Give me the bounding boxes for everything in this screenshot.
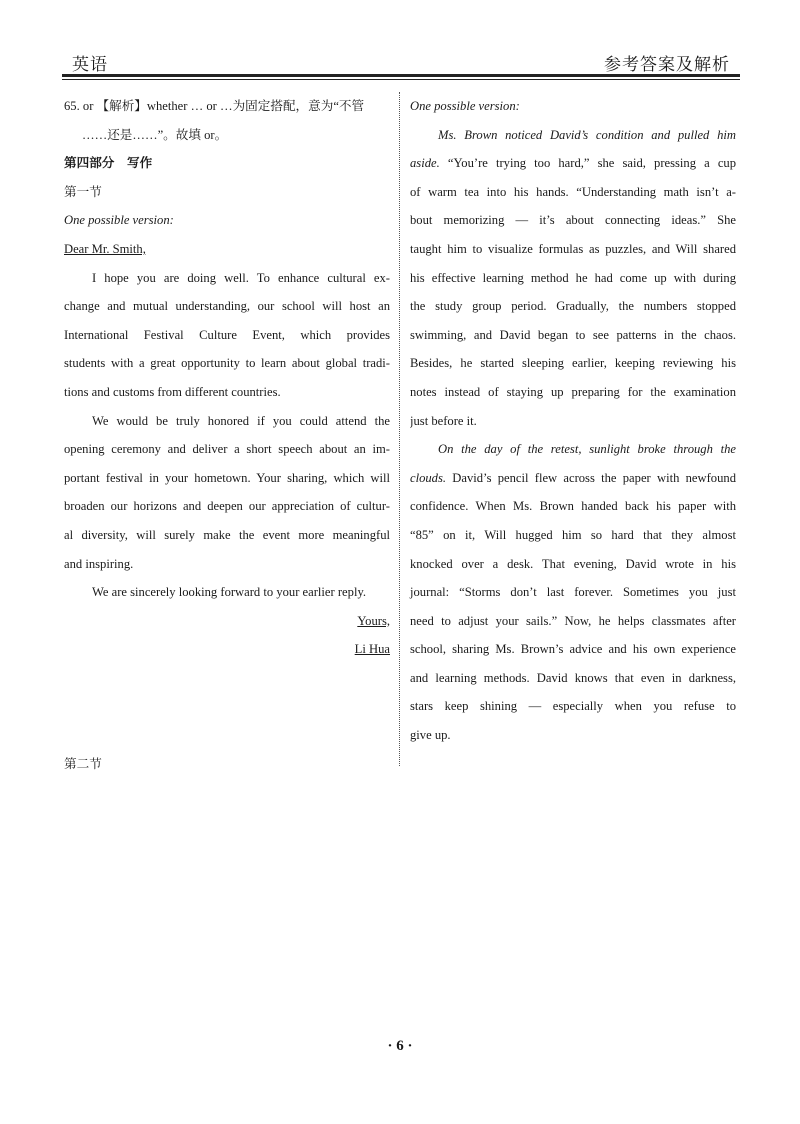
story-para2-line: journal: “Storms don’t last forever. Sometimes you just [410, 585, 736, 600]
letter-salutation: Dear Mr. Smith, [64, 241, 146, 256]
q65-answer-line2: ……还是……”。故填 or。 [82, 127, 228, 142]
page-header [62, 46, 740, 76]
story-para1-line: of warm tea into his hands. “Understanding math isn’t a- [410, 184, 736, 199]
story-para2-line: and learning methods. David knows that even in darkness, [410, 670, 736, 685]
story-para2-line: need to adjust your sails.” Now, he helps classmates after [410, 613, 736, 628]
left-column [64, 92, 390, 778]
letter-para2-line: al diversity, will surely make the event more meaningful [64, 527, 390, 542]
page-number: · 6 · [387, 1038, 413, 1054]
section-title: 参考答案及解析 [604, 55, 730, 74]
right-column [410, 92, 736, 750]
story-para1-line: notes instead of staying up preparing for the examination [410, 384, 736, 399]
possible-version-label-2: One possible version: [410, 99, 520, 113]
letter-para1-line: students with a great opportunity to learn about global tradi- [64, 356, 390, 371]
letter-para2-line: opening ceremony and deliver a short speech about an im- [64, 442, 390, 457]
story-para2-line0-rest: David’s pencil flew across the paper with newfound [452, 470, 736, 485]
story-para1-line: swimming, and David began to see patterns in the chaos. [410, 327, 736, 342]
letter-para2-line: broaden our horizons and deepen our appreciation of cultur- [64, 499, 390, 514]
story-para2-line: “85” on it, Will hugged him so hard that they almost [410, 527, 736, 542]
story-para1-line1-rest: “You’re trying too hard,” she said, pressing a cup [447, 156, 736, 171]
q65-answer-line1: 65. or 【解析】whether … or …为固定搭配，意为“不管 [64, 99, 365, 113]
subject-title: 英语 [72, 55, 108, 74]
story-para2-line: confidence. When Ms. Brown handed back his paper with [410, 499, 736, 514]
letter-para1-line: tions and customs from different countries. [64, 384, 281, 399]
letter-para1-line: change and mutual understanding, our school will host an [64, 299, 390, 314]
story-para1-line: Ms. Brown noticed David’s condition and pulled him [438, 127, 736, 142]
part2-heading: 第二节 [64, 756, 102, 771]
story-para1-line: the study group period. Gradually, the numbers stopped [410, 299, 736, 314]
letter-closing: Yours, [357, 613, 390, 628]
possible-version-label: One possible version: [64, 213, 174, 228]
story-para2-line: school, sharing Ms. Brown’s advice and his own experience [410, 642, 736, 657]
letter-para3: We are sincerely looking forward to your earlier reply. [92, 585, 367, 600]
story-para1-line: aside. “You’re trying too hard,” she said, pressing a cup [410, 156, 736, 171]
header-rule-thick [62, 74, 740, 77]
story-para1-line: just before it. [410, 413, 477, 428]
header-rule-thin [62, 79, 740, 80]
story-para2-start: On the day of the retest, sunlight broke through the [438, 442, 736, 457]
letter-para1-line: International Festival Culture Event, which provides [64, 327, 390, 342]
letter-signature: Li Hua [354, 642, 390, 657]
story-para2-line: stars keep shining — especially when you refuse to [410, 699, 736, 714]
letter-para2-line: portant festival in your hometown. Your sharing, which will [64, 470, 390, 485]
letter-para2-line: We would be truly honored if you could attend the [92, 413, 390, 428]
letter-para1-line: I hope you are doing well. To enhance cultural ex- [92, 270, 390, 285]
section4-heading: 第四部分 写作 [64, 156, 153, 171]
story-para1-line: bout memorizing — it’s about connecting ideas.” She [410, 213, 736, 228]
letter-para2-line: and inspiring. [64, 556, 134, 571]
story-para2-line: knocked over a desk. That evening, David wrote in his [410, 556, 736, 571]
story-para1-line: Besides, he started sleeping earlier, keeping reviewing his [410, 356, 736, 371]
story-para2-line: give up. [410, 728, 451, 743]
part1-heading: 第一节 [64, 184, 102, 199]
story-para1-line: his effective learning method he had come up with during [410, 270, 736, 285]
story-para1-line: taught him to visualize formulas as puzzles, and Will shared [410, 241, 736, 256]
story-para2-line: clouds. David’s pencil flew across the paper with newfound [410, 470, 736, 485]
column-divider [399, 92, 400, 766]
